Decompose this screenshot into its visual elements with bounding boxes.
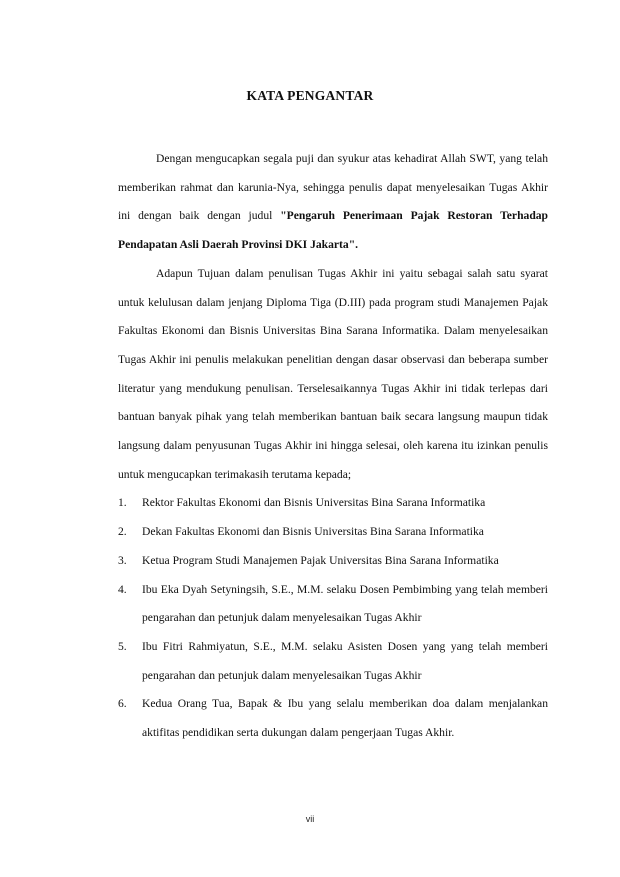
- list-item-number: 6.: [118, 697, 127, 711]
- acknowledgement-list: [118, 489, 548, 747]
- paragraph-intro-text: Dengan mengucapkan segala puji dan syukur atas kehadirat Allah SWT, yang telah memberikan rahmat dan karunia-Nya, sehingga penulis dapat menyelesaikan Tugas Akhir ini dengan baik dengan judul: [118, 152, 548, 223]
- list-item: [118, 547, 548, 576]
- list-item: [118, 576, 548, 633]
- list-item: [118, 489, 548, 518]
- list-item-text: Kedua Orang Tua, Bapak & Ibu yang selalu memberikan doa dalam menjalankan aktifitas pendidikan serta dukungan dalam pengerjaan Tugas Akhir.: [142, 697, 548, 740]
- list-item: [118, 518, 548, 547]
- thesis-title: "Pengaruh Penerimaan Pajak Restoran Terhadap Pendapatan Asli Daerah Provinsi DKI Jakarta".: [118, 209, 549, 252]
- list-item-text: Ibu Eka Dyah Setyningsih, S.E., M.M. selaku Dosen Pembimbing yang telah memberi pengarahan dan petunjuk dalam menyelesaikan Tugas Akhir: [142, 582, 548, 625]
- page-title: KATA PENGANTAR: [246, 88, 374, 103]
- paragraph-intro: [118, 145, 548, 260]
- list-item-number: 3.: [118, 553, 127, 567]
- paragraph-purpose: Adapun Tujuan dalam penulisan Tugas Akhir ini yaitu sebagai salah satu syarat untuk kelulusan dalam jenjang Diploma Tiga (D.III) pada program studi Manajemen Pajak Fakultas Ekonomi dan Bisnis Universitas Bina Sarana Informatika. Dalam menyelesaikan Tugas Akhir ini penulis melakukan penelitian dengan dasar observasi dan beberapa sumber literatur yang mendukung penulisan. Terselesaikannya Tugas Akhir ini tidak terlepas dari bantuan banyak pihak yang telah memberikan bantuan baik secara langsung maupun tidak langsung dalam penyusunan Tugas Akhir ini hingga selesai, oleh karena itu izinkan penulis untuk mengucapkan terimakasih terutama kepada;: [118, 266, 548, 481]
- list-item-text: Ibu Fitri Rahmiyatun, S.E., M.M. selaku Asisten Dosen yang yang telah memberi pengarahan dan petunjuk dalam menyelesaikan Tugas Akhir: [142, 639, 548, 682]
- list-item-text: Dekan Fakultas Ekonomi dan Bisnis Universitas Bina Sarana Informatika: [142, 525, 484, 539]
- list-item-text: Rektor Fakultas Ekonomi dan Bisnis Universitas Bina Sarana Informatika: [142, 496, 486, 510]
- list-item-number: 1.: [118, 496, 127, 510]
- list-item: [118, 690, 548, 747]
- document-body: [118, 145, 548, 748]
- list-item-number: 2.: [118, 525, 127, 539]
- list-item-number: 4.: [118, 582, 127, 596]
- list-item-number: 5.: [118, 639, 127, 653]
- list-item: [118, 633, 548, 690]
- list-item-text: Ketua Program Studi Manajemen Pajak Universitas Bina Sarana Informatika: [142, 553, 499, 567]
- page-number: vii: [305, 814, 315, 824]
